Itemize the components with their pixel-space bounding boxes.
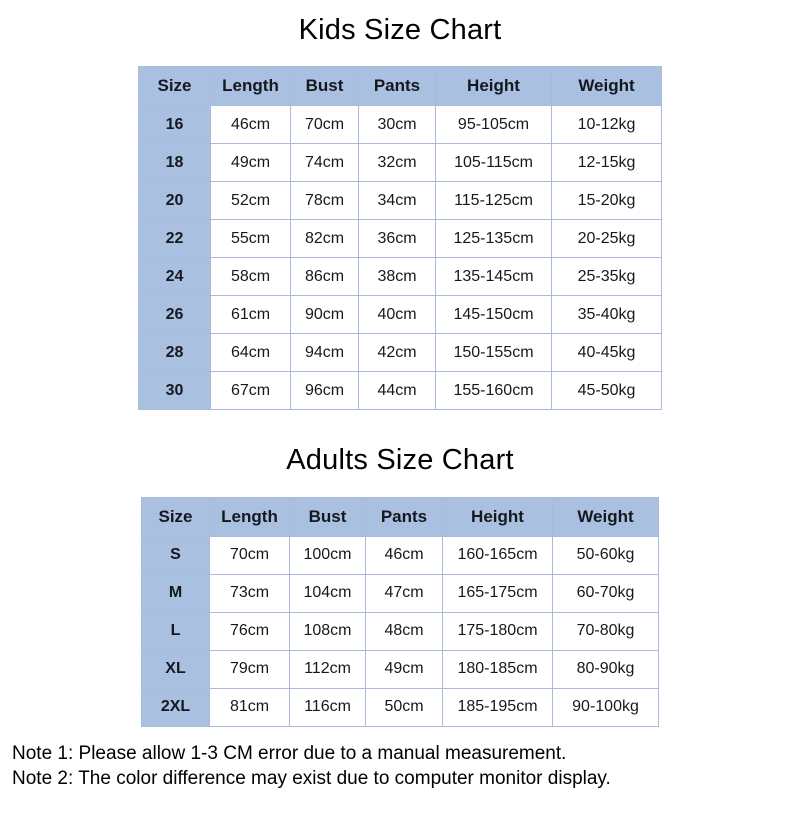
cell-length: 64cm <box>211 334 291 372</box>
cell-length: 79cm <box>210 650 290 688</box>
cell-size: 16 <box>139 106 211 144</box>
column-header-bust: Bust <box>291 67 359 106</box>
cell-weight: 90-100kg <box>553 688 659 726</box>
table-row <box>139 334 662 372</box>
adults-size-table <box>141 497 659 727</box>
cell-pants: 46cm <box>366 536 443 574</box>
cell-height: 175-180cm <box>443 612 553 650</box>
cell-weight: 35-40kg <box>552 296 662 334</box>
notes-section <box>0 741 800 791</box>
cell-size: 30 <box>139 372 211 410</box>
cell-height: 115-125cm <box>436 182 552 220</box>
table-row <box>142 536 659 574</box>
cell-weight: 40-45kg <box>552 334 662 372</box>
cell-length: 81cm <box>210 688 290 726</box>
cell-size: 18 <box>139 144 211 182</box>
cell-bust: 78cm <box>291 182 359 220</box>
column-header-size: Size <box>139 67 211 106</box>
cell-size: 28 <box>139 334 211 372</box>
cell-bust: 116cm <box>290 688 366 726</box>
cell-pants: 34cm <box>359 182 436 220</box>
cell-size: XL <box>142 650 210 688</box>
cell-weight: 10-12kg <box>552 106 662 144</box>
cell-pants: 48cm <box>366 612 443 650</box>
column-header-length: Length <box>211 67 291 106</box>
cell-height: 165-175cm <box>443 574 553 612</box>
column-header-height: Height <box>443 497 553 536</box>
cell-pants: 44cm <box>359 372 436 410</box>
cell-height: 135-145cm <box>436 258 552 296</box>
cell-bust: 74cm <box>291 144 359 182</box>
kids-table-body <box>139 106 662 410</box>
cell-height: 145-150cm <box>436 296 552 334</box>
cell-length: 46cm <box>211 106 291 144</box>
column-header-size: Size <box>142 497 210 536</box>
cell-length: 58cm <box>211 258 291 296</box>
kids-size-chart-title: Kids Size Chart <box>298 14 502 46</box>
cell-weight: 60-70kg <box>553 574 659 612</box>
cell-size: 26 <box>139 296 211 334</box>
cell-bust: 100cm <box>290 536 366 574</box>
cell-height: 160-165cm <box>443 536 553 574</box>
cell-weight: 80-90kg <box>553 650 659 688</box>
cell-length: 61cm <box>211 296 291 334</box>
cell-size: L <box>142 612 210 650</box>
cell-weight: 15-20kg <box>552 182 662 220</box>
table-row <box>139 258 662 296</box>
column-header-weight: Weight <box>553 497 659 536</box>
cell-height: 150-155cm <box>436 334 552 372</box>
cell-height: 95-105cm <box>436 106 552 144</box>
cell-length: 73cm <box>210 574 290 612</box>
cell-weight: 45-50kg <box>552 372 662 410</box>
cell-size: 2XL <box>142 688 210 726</box>
cell-pants: 38cm <box>359 258 436 296</box>
cell-height: 105-115cm <box>436 144 552 182</box>
adults-table-body <box>142 536 659 726</box>
cell-size: M <box>142 574 210 612</box>
table-row <box>139 182 662 220</box>
note-line-1: Note 1: Please allow 1-3 CM error due to a manual measurement. <box>12 742 567 764</box>
table-row <box>142 612 659 650</box>
column-header-weight: Weight <box>552 67 662 106</box>
table-row <box>142 688 659 726</box>
size-chart-page <box>0 14 800 814</box>
cell-weight: 20-25kg <box>552 220 662 258</box>
cell-height: 125-135cm <box>436 220 552 258</box>
cell-pants: 50cm <box>366 688 443 726</box>
column-header-pants: Pants <box>359 67 436 106</box>
cell-length: 67cm <box>211 372 291 410</box>
cell-size: 22 <box>139 220 211 258</box>
cell-length: 76cm <box>210 612 290 650</box>
cell-pants: 32cm <box>359 144 436 182</box>
column-header-pants: Pants <box>366 497 443 536</box>
cell-bust: 90cm <box>291 296 359 334</box>
cell-pants: 49cm <box>366 650 443 688</box>
cell-pants: 36cm <box>359 220 436 258</box>
adults-table-header <box>142 497 659 536</box>
kids-size-table <box>138 66 662 410</box>
cell-height: 185-195cm <box>443 688 553 726</box>
cell-length: 55cm <box>211 220 291 258</box>
kids-table-header <box>139 67 662 106</box>
kids-table-container <box>0 66 800 410</box>
table-header-row <box>139 67 662 106</box>
table-row <box>139 144 662 182</box>
table-row <box>139 106 662 144</box>
adults-table-container <box>0 497 800 727</box>
table-row <box>139 296 662 334</box>
cell-length: 52cm <box>211 182 291 220</box>
cell-bust: 96cm <box>291 372 359 410</box>
table-row <box>139 220 662 258</box>
cell-height: 180-185cm <box>443 650 553 688</box>
table-row <box>142 574 659 612</box>
table-row <box>142 650 659 688</box>
cell-pants: 42cm <box>359 334 436 372</box>
cell-pants: 30cm <box>359 106 436 144</box>
cell-pants: 40cm <box>359 296 436 334</box>
cell-pants: 47cm <box>366 574 443 612</box>
cell-height: 155-160cm <box>436 372 552 410</box>
table-header-row <box>142 497 659 536</box>
note-line-2: Note 2: The color difference may exist due to computer monitor display. <box>12 767 611 789</box>
cell-bust: 70cm <box>291 106 359 144</box>
cell-bust: 104cm <box>290 574 366 612</box>
cell-bust: 108cm <box>290 612 366 650</box>
cell-bust: 82cm <box>291 220 359 258</box>
cell-length: 49cm <box>211 144 291 182</box>
table-row <box>139 372 662 410</box>
cell-weight: 70-80kg <box>553 612 659 650</box>
cell-weight: 12-15kg <box>552 144 662 182</box>
cell-size: S <box>142 536 210 574</box>
cell-size: 20 <box>139 182 211 220</box>
adults-size-chart-title: Adults Size Chart <box>286 444 514 477</box>
cell-bust: 94cm <box>291 334 359 372</box>
cell-bust: 86cm <box>291 258 359 296</box>
column-header-length: Length <box>210 497 290 536</box>
column-header-bust: Bust <box>290 497 366 536</box>
column-header-height: Height <box>436 67 552 106</box>
cell-length: 70cm <box>210 536 290 574</box>
cell-weight: 50-60kg <box>553 536 659 574</box>
cell-weight: 25-35kg <box>552 258 662 296</box>
cell-size: 24 <box>139 258 211 296</box>
cell-bust: 112cm <box>290 650 366 688</box>
